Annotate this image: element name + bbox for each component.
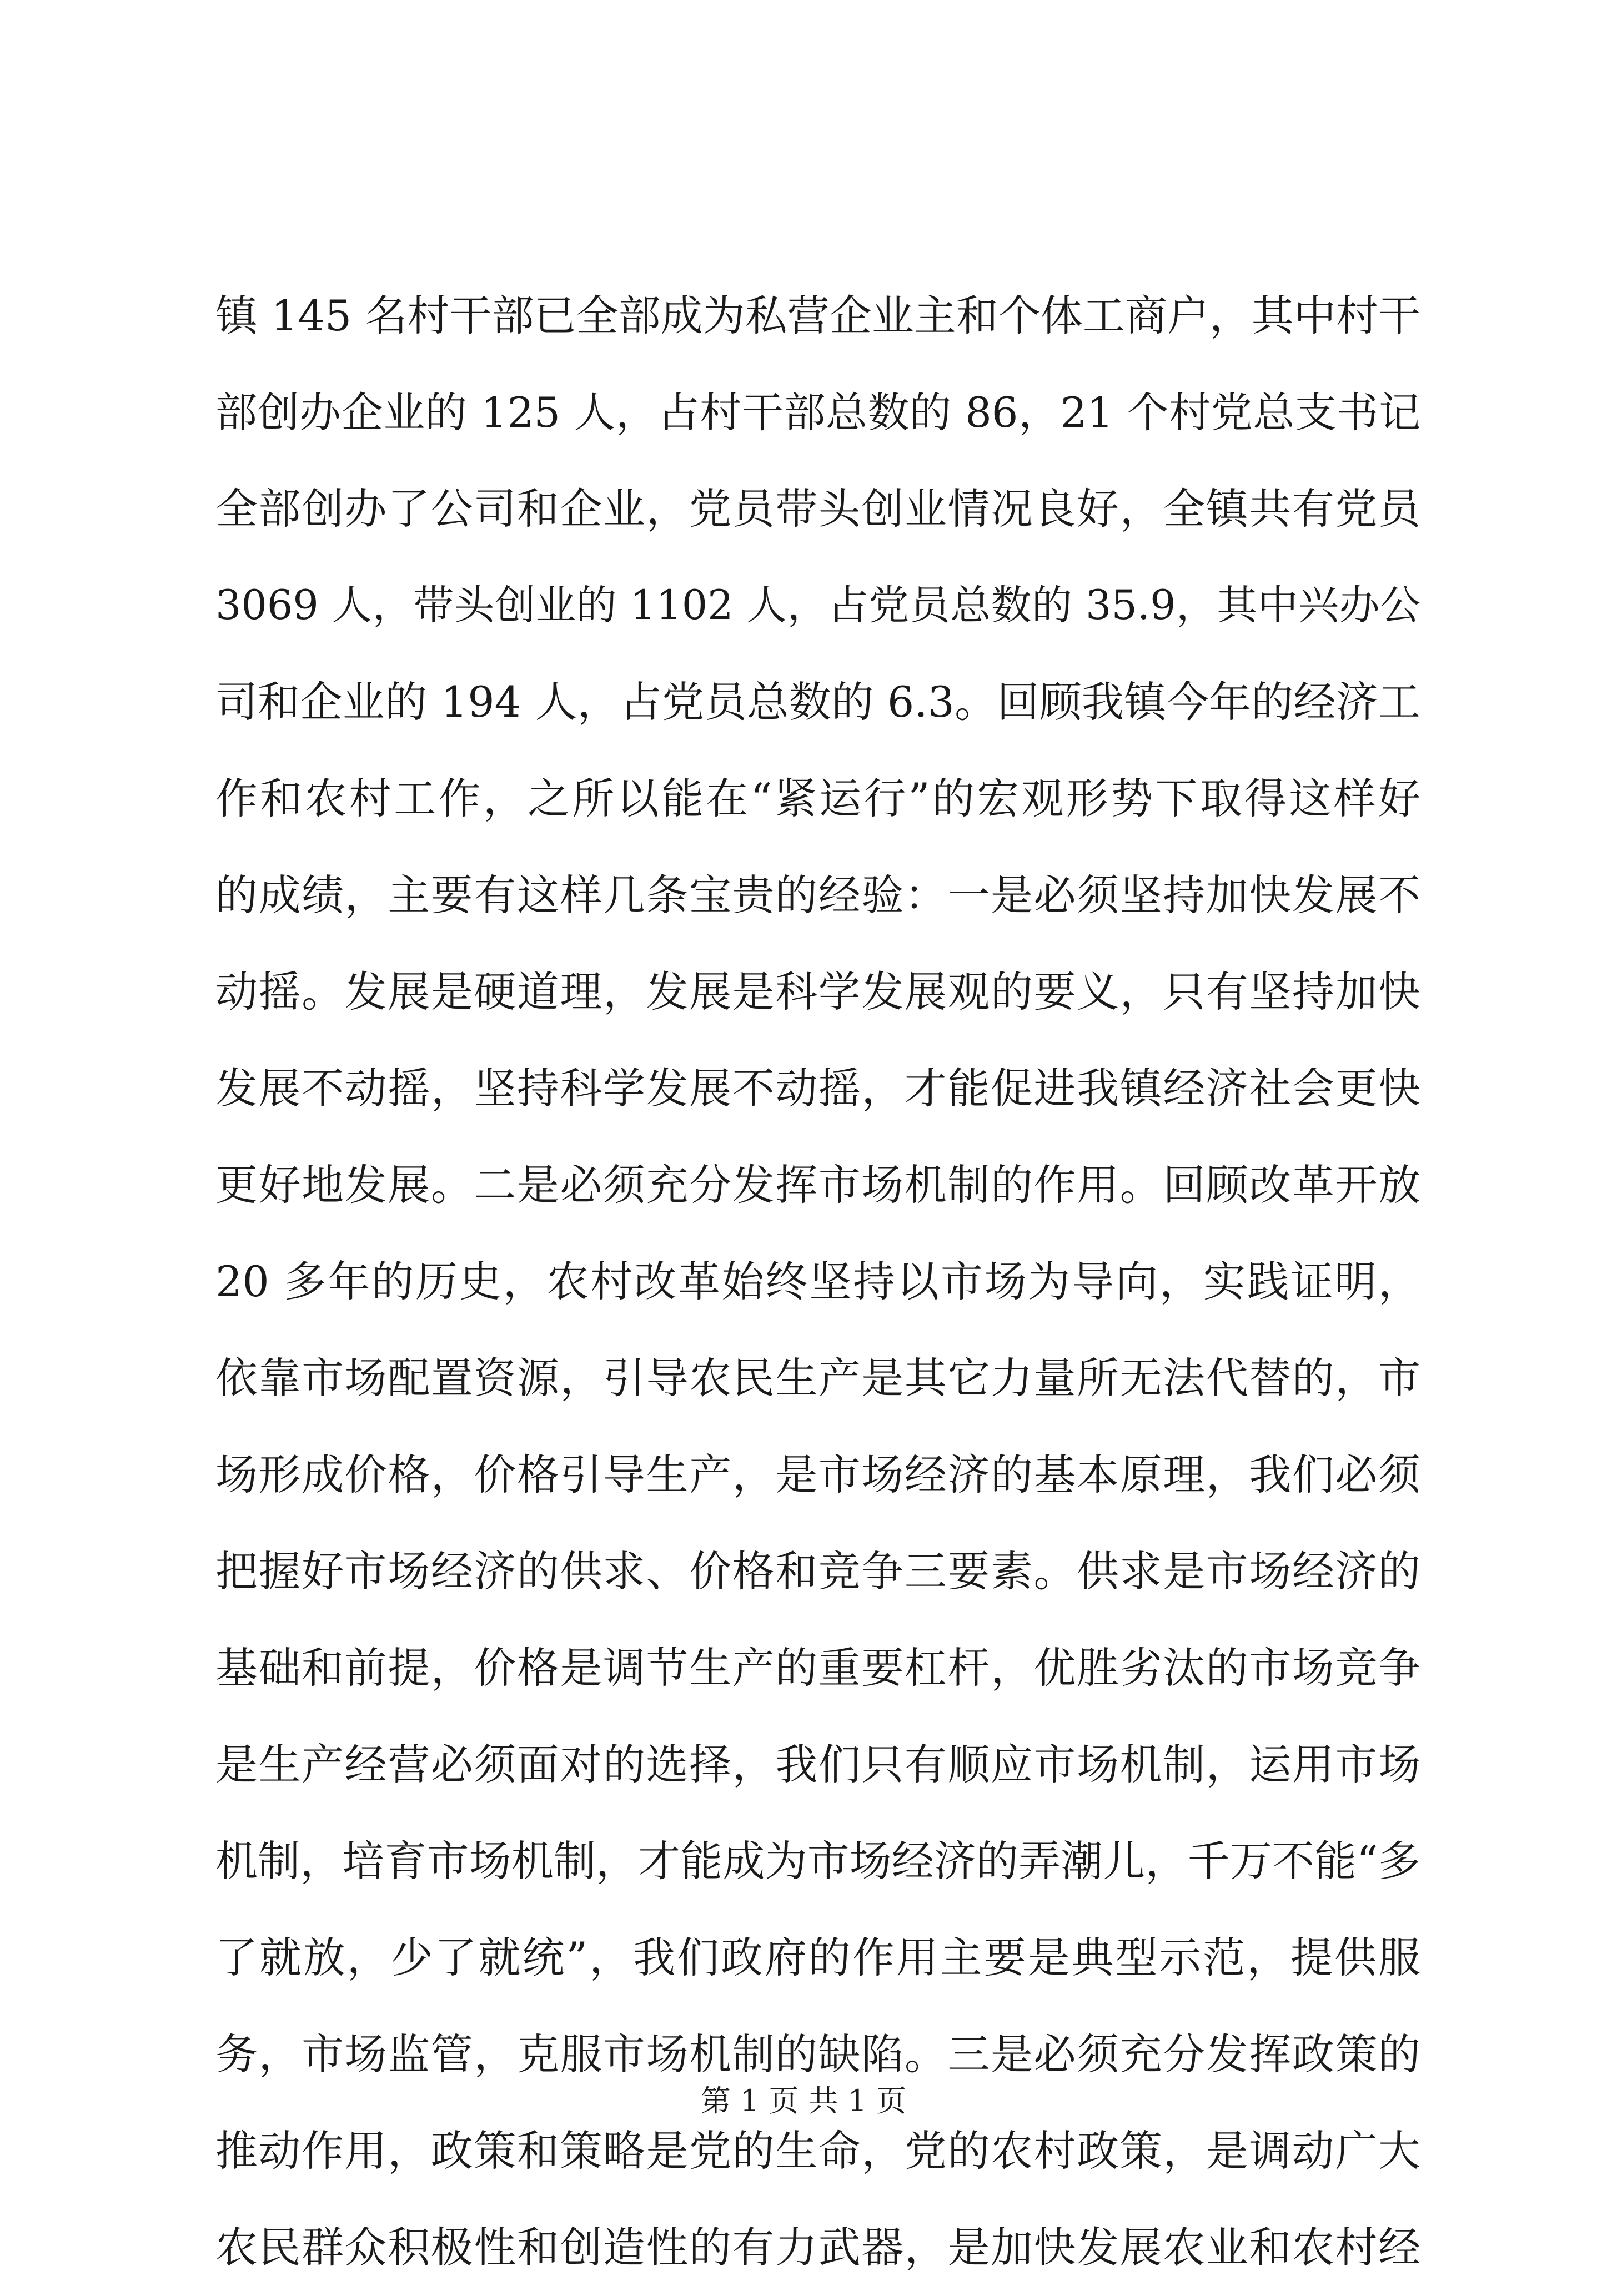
text-line: 务，市场监管，克服市场机制的缺陷。三是必须充分发挥政策的 [215,2030,1420,2079]
text-line: 发展不动摇，坚持科学发展不动摇，才能促进我镇经济社会更快 [215,1064,1420,1113]
text-line: 农民群众积极性和创造性的有力武器，是加快发展农业和农村经 [215,2223,1420,2272]
text-line: 动摇。发展是硬道理，发展是科学发展观的要义，只有坚持加快 [215,967,1420,1016]
text-line: 机制，培育市场机制，才能成为市场经济的弄潮儿，千万不能“多 [215,1836,1420,1886]
text-line: 全部创办了公司和企业，党员带头创业情况良好，全镇共有党员 [215,484,1420,533]
text-line: 镇 145 名村干部已全部成为私营企业主和个体工商户，其中村干 [215,291,1420,340]
text-line: 20 多年的历史，农村改革始终坚持以市场为导向，实践证明， [215,1257,1420,1306]
text-line: 部创办企业的 125 人，占村干部总数的 86，21 个村党总支书记 [215,388,1420,437]
body-text [215,268,1420,2296]
text-line: 是生产经营必须面对的选择，我们只有顺应市场机制，运用市场 [215,1740,1420,1789]
text-line: 作和农村工作，之所以能在“紧运行”的宏观形势下取得这样好 [215,774,1420,823]
text-line: 的成绩，主要有这样几条宝贵的经验：一是必须坚持加快发展不 [215,870,1420,920]
text-line: 场形成价格，价格引导生产，是市场经济的基本原理，我们必须 [215,1450,1420,1499]
text-line: 司和企业的 194 人，占党员总数的 6.3。回顾我镇今年的经济工 [215,677,1420,727]
text-line: 依靠市场配置资源，引导农民生产是其它力量所无法代替的，市 [215,1353,1420,1403]
page-footer: 第 1 页 共 1 页 [700,2083,907,2118]
text-line: 更好地发展。二是必须充分发挥市场机制的作用。回顾改革开放 [215,1160,1420,1210]
text-line: 了就放，少了就统”，我们政府的作用主要是典型示范，提供服 [215,1933,1420,1982]
text-line: 把握好市场经济的供求、价格和竞争三要素。供求是市场经济的 [215,1547,1420,1596]
text-line: 推动作用，政策和策略是党的生命，党的农村政策，是调动广大 [215,2126,1420,2176]
text-line: 3069 人，带头创业的 1102 人，占党员总数的 35.9，其中兴办公 [215,582,1420,629]
text-line: 基础和前提，价格是调节生产的重要杠杆，优胜劣汰的市场竞争 [215,1643,1420,1693]
